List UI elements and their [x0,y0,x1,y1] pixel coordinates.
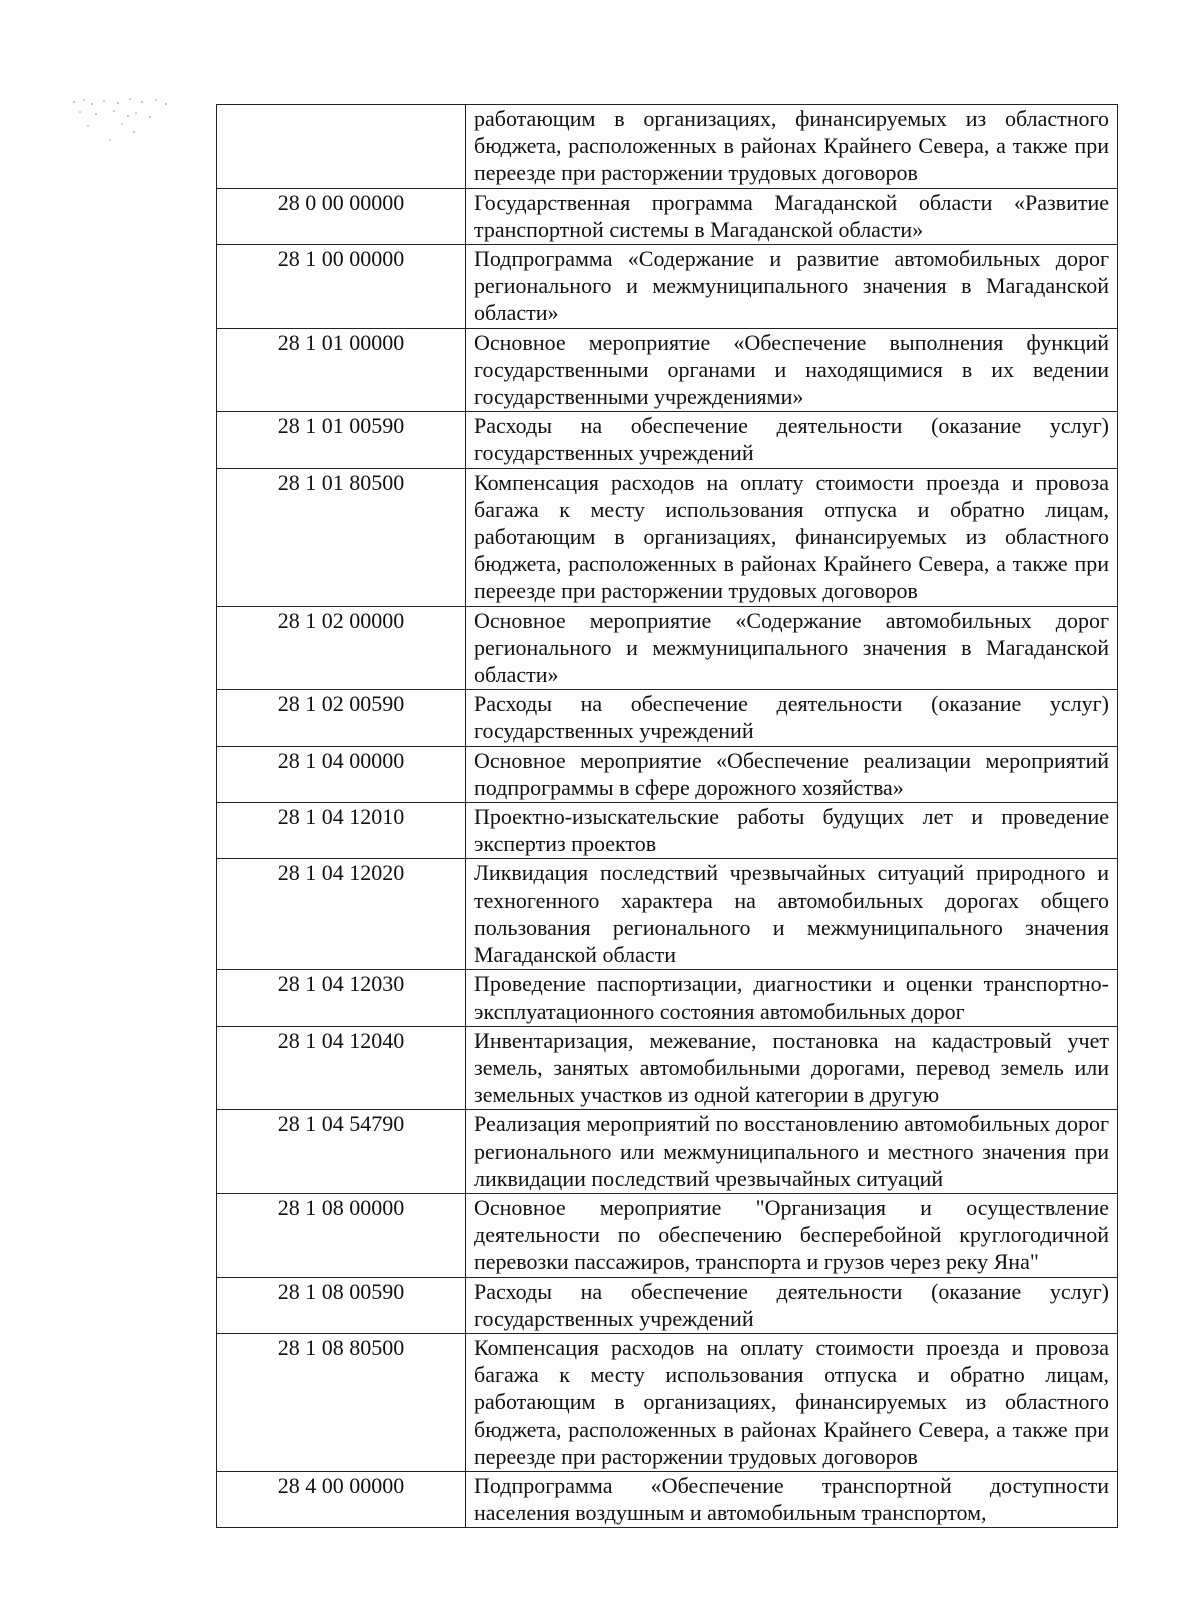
row-description-cell: Подпрограмма «Содержание и развитие автомобильных дорог регионального и межмуниципального значения в Магаданской области» [466,245,1118,329]
row-code-cell: 28 1 04 12010 [217,803,466,859]
row-code-cell: 28 1 01 00590 [217,412,466,468]
row-description-cell: Основное мероприятие «Обеспечение выполнения функций государственными органами и находящимися в их ведении государственными учреждениями» [466,328,1118,412]
table-row [217,1026,1118,1110]
table-body [217,105,1118,1528]
table-row [217,606,1118,690]
row-code-cell: 28 1 08 00590 [217,1277,466,1333]
table-row [217,1277,1118,1333]
row-description-cell: Расходы на обеспечение деятельности (оказание услуг) государственных учреждений [466,1277,1118,1333]
row-code-cell: 28 1 04 12020 [217,859,466,970]
row-description-cell: Основное мероприятие "Организация и осуществление деятельности по обеспечению бесперебойной круглогодичной перевозки пассажиров, транспорта и грузов через реку Яна" [466,1193,1118,1277]
table-row [217,746,1118,802]
table-row [217,468,1118,606]
table-row [217,690,1118,746]
table-row [217,1110,1118,1194]
row-description-cell: Реализация мероприятий по восстановлению автомобильных дорог регионального или межмуниципального и местного значения при ликвидации последствий чрезвычайных ситуаций [466,1110,1118,1194]
row-description-cell: Проведение паспортизации, диагностики и оценки транспортно-эксплуатационного состояния автомобильных дорог [466,970,1118,1026]
row-description-cell: Основное мероприятие «Обеспечение реализации мероприятий подпрограммы в сфере дорожного хозяйства» [466,746,1118,802]
row-description-cell: работающим в организациях, финансируемых из областного бюджета, расположенных в районах Крайнего Севера, а также при переезде при расторжении трудовых договоров [466,105,1118,189]
row-description-cell: Подпрограмма «Обеспечение транспортной доступности населения воздушным и автомобильным транспортом, [466,1471,1118,1527]
table-row [217,105,1118,189]
row-description-cell: Проектно-изыскательские работы будущих лет и проведение экспертиз проектов [466,803,1118,859]
row-code-cell: 28 1 04 54790 [217,1110,466,1194]
row-code-cell: 28 1 08 00000 [217,1193,466,1277]
row-description-cell: Расходы на обеспечение деятельности (оказание услуг) государственных учреждений [466,412,1118,468]
budget-code-table [216,104,1118,1528]
row-code-cell [217,105,466,189]
table-row [217,188,1118,244]
table-row [217,1193,1118,1277]
row-code-cell: 28 1 01 80500 [217,468,466,606]
row-code-cell: 28 1 02 00590 [217,690,466,746]
row-code-cell: 28 1 02 00000 [217,606,466,690]
row-code-cell: 28 4 00 00000 [217,1471,466,1527]
row-code-cell: 28 1 01 00000 [217,328,466,412]
scan-noise [70,96,180,156]
table-row [217,1333,1118,1471]
row-code-cell: 28 1 04 12040 [217,1026,466,1110]
table-row [217,859,1118,970]
row-code-cell: 28 1 08 80500 [217,1333,466,1471]
row-description-cell: Компенсация расходов на оплату стоимости проезда и провоза багажа к месту использования отпуска и обратно лицам, работающим в организациях, финансируемых из областного бюджета, расположенных в районах Крайнего Севера, а также при переезде при расторжении трудовых договоров [466,468,1118,606]
row-description-cell: Основное мероприятие «Содержание автомобильных дорог регионального и межмуниципального значения в Магаданской области» [466,606,1118,690]
table-row [217,412,1118,468]
row-code-cell: 28 1 04 00000 [217,746,466,802]
row-code-cell: 28 0 00 00000 [217,188,466,244]
row-description-cell: Ликвидация последствий чрезвычайных ситуаций природного и техногенного характера на автомобильных дорогах общего пользования регионального и межмуниципального значения Магаданской области [466,859,1118,970]
row-code-cell: 28 1 04 12030 [217,970,466,1026]
table-row [217,970,1118,1026]
table-row [217,245,1118,329]
table-row [217,803,1118,859]
row-code-cell: 28 1 00 00000 [217,245,466,329]
code-table-container [216,104,1118,1528]
row-description-cell: Инвентаризация, межевание, постановка на кадастровый учет земель, занятых автомобильными дорогами, перевод земель или земельных участков из одной категории в другую [466,1026,1118,1110]
row-description-cell: Государственная программа Магаданской области «Развитие транспортной системы в Магаданской области» [466,188,1118,244]
table-row [217,328,1118,412]
row-description-cell: Расходы на обеспечение деятельности (оказание услуг) государственных учреждений [466,690,1118,746]
table-row [217,1471,1118,1527]
row-description-cell: Компенсация расходов на оплату стоимости проезда и провоза багажа к месту использования отпуска и обратно лицам, работающим в организациях, финансируемых из областного бюджета, расположенных в районах Крайнего Севера, а также при переезде при расторжении трудовых договоров [466,1333,1118,1471]
